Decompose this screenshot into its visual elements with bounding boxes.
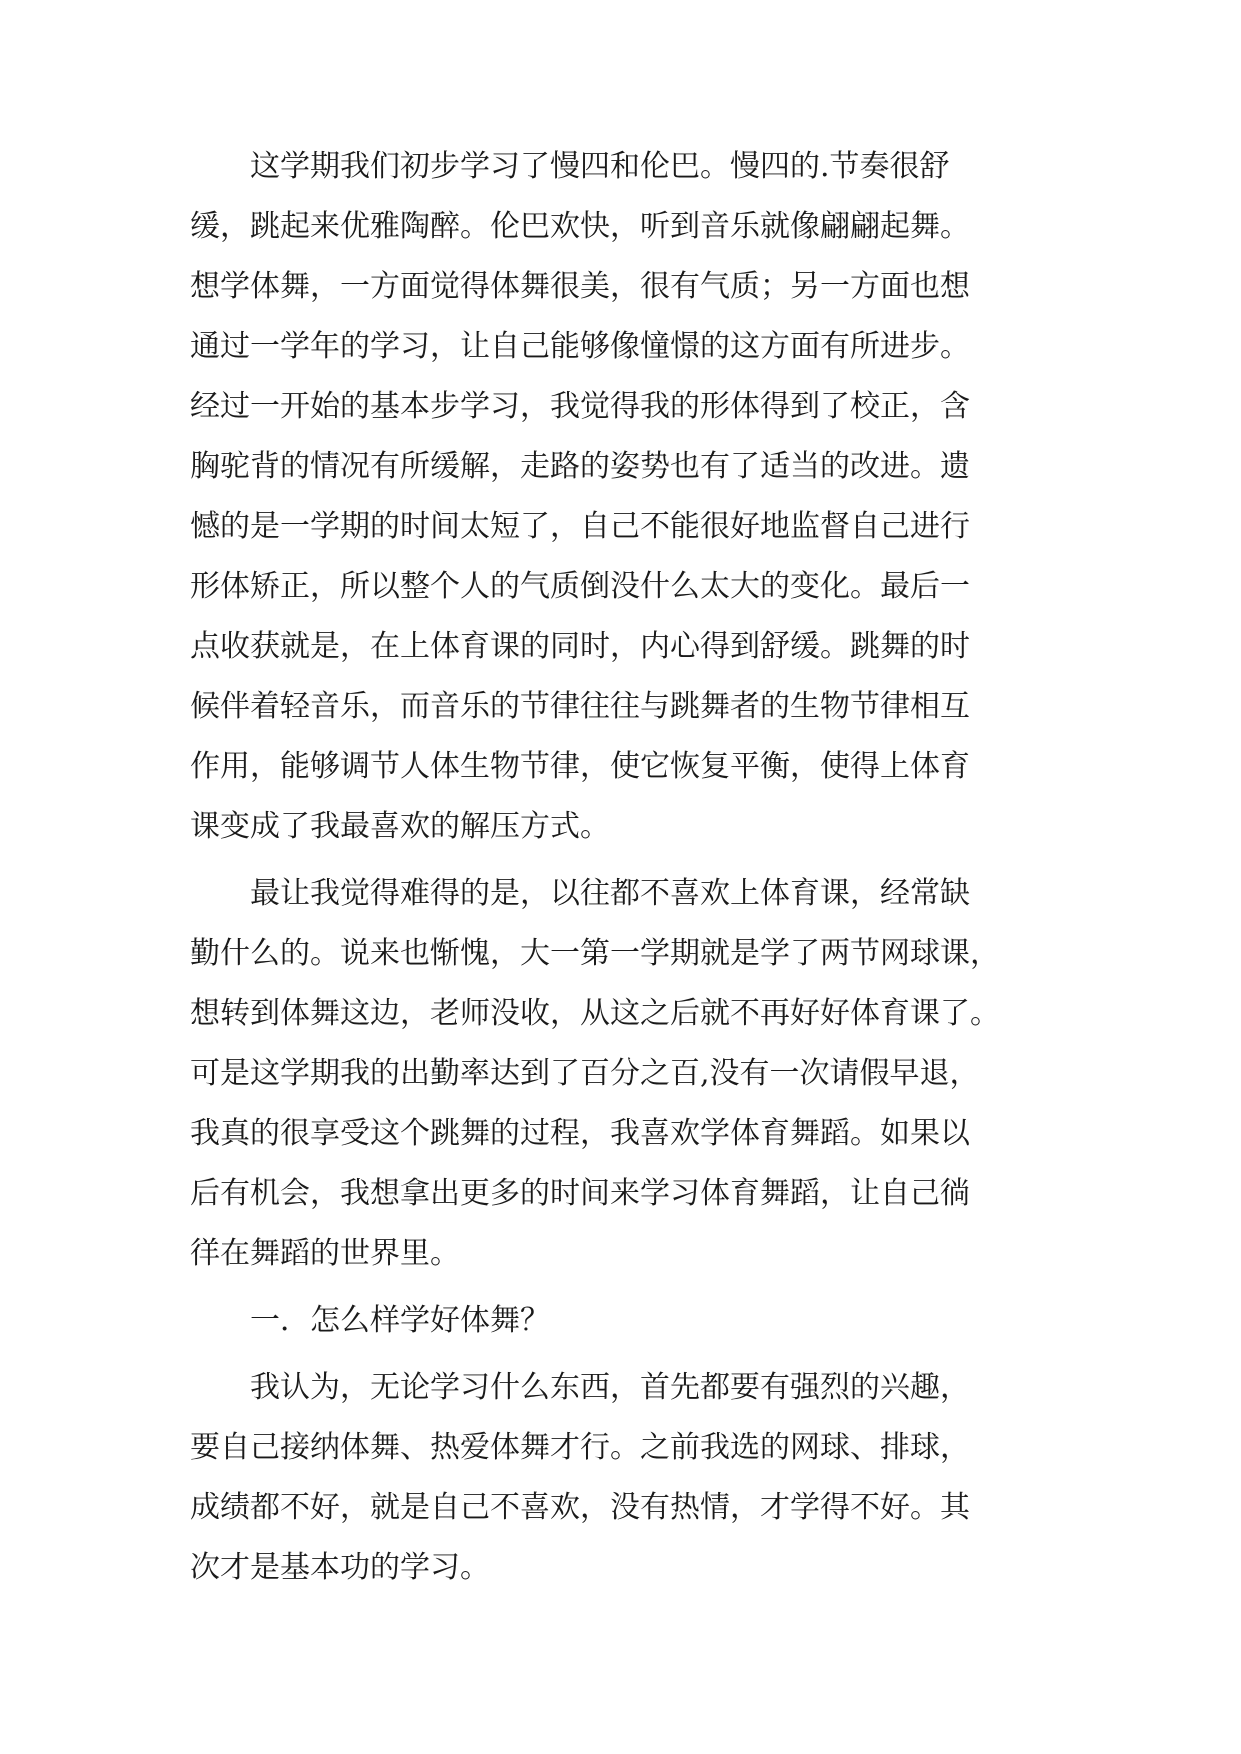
text-line: 经过一开始的基本步学习，我觉得我的形体得到了校正，含: [190, 389, 970, 424]
text-line: 缓，跳起来优雅陶醉。伦巴欢快，听到音乐就像翩翩起舞。: [190, 209, 970, 244]
text-line: 徉在舞蹈的世界里。: [190, 1236, 460, 1271]
text-line: 后有机会，我想拿出更多的时间来学习体育舞蹈，让自己徜: [190, 1176, 970, 1211]
text-line: 可是这学期我的出勤率达到了百分之百,没有一次请假早退，: [190, 1056, 980, 1091]
text-line: 候伴着轻音乐，而音乐的节律往往与跳舞者的生物节律相互: [190, 689, 970, 724]
text-line: 作用，能够调节人体生物节律，使它恢复平衡，使得上体育: [190, 749, 970, 784]
text-line: 成绩都不好，就是自己不喜欢，没有热情，才学得不好。其: [190, 1490, 970, 1525]
text-line: 胸驼背的情况有所缓解，走路的姿势也有了适当的改进。遗: [190, 449, 970, 484]
section-heading: 一．怎么样学好体舞？: [190, 1303, 550, 1338]
text-line: 想转到体舞这边，老师没收，从这之后就不再好好体育课了。: [190, 996, 1000, 1031]
text-line: 这学期我们初步学习了慢四和伦巴。慢四的.节奏很舒: [190, 149, 950, 184]
text-line: 点收获就是，在上体育课的同时，内心得到舒缓。跳舞的时: [190, 629, 970, 664]
text-line: 我真的很享受这个跳舞的过程，我喜欢学体育舞蹈。如果以: [190, 1116, 970, 1151]
text-line: 想学体舞，一方面觉得体舞很美，很有气质；另一方面也想: [190, 269, 970, 304]
text-line: 最让我觉得难得的是，以往都不喜欢上体育课，经常缺: [190, 876, 970, 911]
text-line: 通过一学年的学习，让自己能够像憧憬的这方面有所进步。: [190, 329, 970, 364]
text-line: 课变成了我最喜欢的解压方式。: [190, 809, 610, 844]
text-line: 要自己接纳体舞、热爱体舞才行。之前我选的网球、排球，: [190, 1430, 970, 1465]
text-line: 憾的是一学期的时间太短了，自己不能很好地监督自己进行: [190, 509, 970, 544]
text-line: 形体矫正，所以整个人的气质倒没什么太大的变化。最后一: [190, 569, 970, 604]
text-line: 勤什么的。说来也惭愧，大一第一学期就是学了两节网球课，: [190, 936, 1000, 971]
text-line: 次才是基本功的学习。: [190, 1550, 490, 1585]
text-line: 我认为，无论学习什么东西，首先都要有强烈的兴趣，: [190, 1370, 970, 1405]
